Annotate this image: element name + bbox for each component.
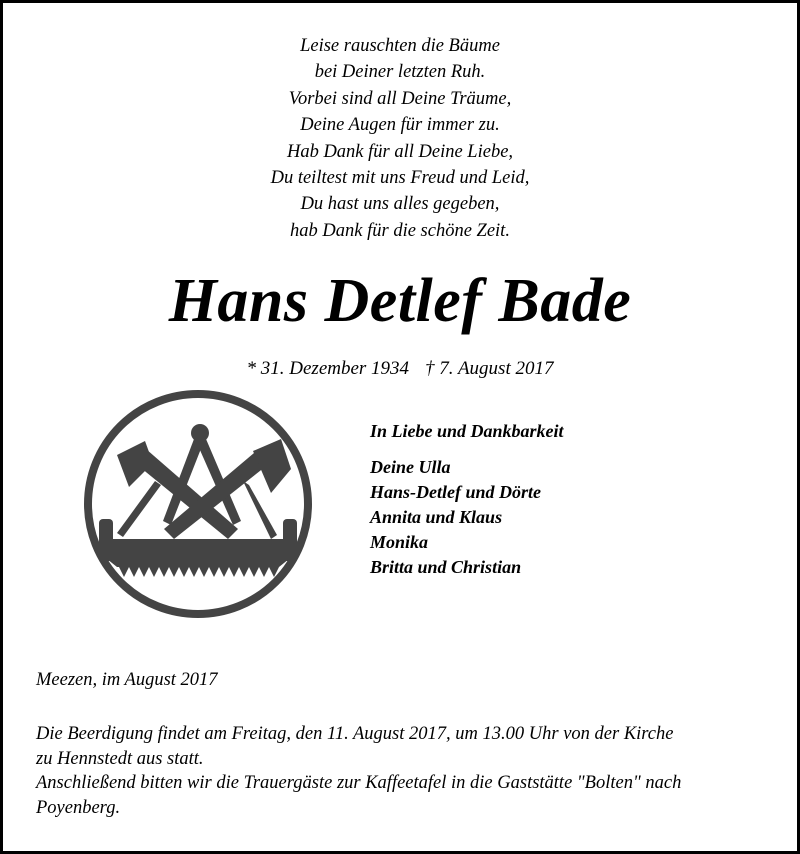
carpenter-tools-emblem-icon <box>83 389 313 619</box>
poem-line: hab Dank für die schöne Zeit. <box>290 220 510 241</box>
poem-line: Deine Augen für immer zu. <box>300 115 500 136</box>
poem-line: Hab Dank für all Deine Liebe, <box>286 141 514 162</box>
poem-line: Du hast uns alles gegeben, <box>300 194 500 215</box>
place-date: Meezen, im August 2017 <box>36 670 218 690</box>
funeral-line: Poyenberg. <box>36 797 121 818</box>
family-member: Annita und Klaus <box>370 507 503 527</box>
family-member: Monika <box>370 532 429 552</box>
family-member: Hans-Detlef und Dörte <box>370 482 541 502</box>
funeral-line: zu Hennstedt aus statt. <box>36 748 204 769</box>
poem-line: bei Deiner letzten Ruh. <box>314 62 486 83</box>
funeral-line: Anschließend bitten wir die Trauergäste zur Kaffeetafel in die Gaststätte "Bolten" nach <box>36 773 682 793</box>
family-signatures <box>370 419 564 580</box>
death-date: † 7. August 2017 <box>425 358 554 379</box>
deceased-name: Hans Detlef Bade <box>168 267 632 335</box>
birth-date: * 31. Dezember 1934 <box>246 358 410 379</box>
funeral-information <box>36 722 776 820</box>
poem-line: Leise rauschten die Bäume <box>300 36 500 56</box>
family-member: Britta und Christian <box>370 557 522 577</box>
poem-line: Du teiltest mit uns Freud und Leid, <box>270 168 530 189</box>
family-heading: In Liebe und Dankbarkeit <box>370 421 564 441</box>
family-member: Deine Ulla <box>370 457 451 477</box>
memorial-poem <box>3 33 797 244</box>
funeral-line: Die Beerdigung findet am Freitag, den 11. August 2017, um 13.00 Uhr von der Kirche <box>36 724 674 744</box>
life-dates <box>3 357 797 381</box>
poem-line: Vorbei sind all Deine Träume, <box>288 88 512 109</box>
